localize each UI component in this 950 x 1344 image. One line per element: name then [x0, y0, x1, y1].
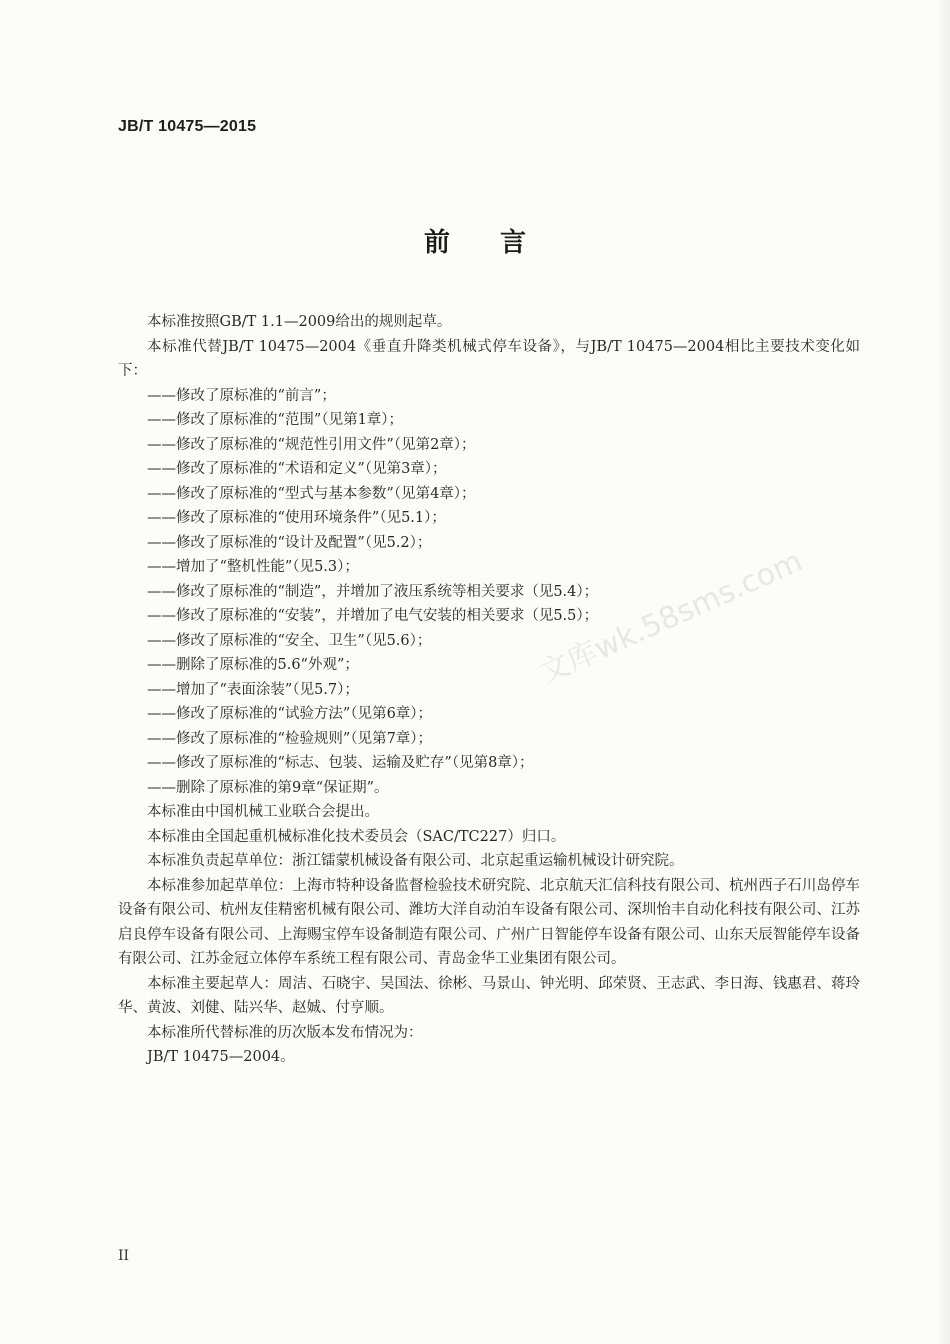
- paragraph-proposer: 本标准由中国机械工业联合会提出。: [147, 804, 379, 820]
- watermark: 文库wk.58sms.com: [534, 543, 808, 692]
- paragraph-participating-drafters: 本标准参加起草单位：上海市特种设备监督检验技术研究院、北京航天汇信科技有限公司、杭州西子石川岛停车设备有限公司、杭州友佳精密机械有限公司、潍坊大洋自动泊车设备有限公司、深圳怡丰自动化科技有限公司、江苏启良停车设备有限公司、上海赐宝停车设备制造有限公司、广州广日智能停车设备有限公司、山东天辰智能停车设备有限公司、江苏金冠立体停车系统工程有限公司、青岛金华工业集团有限公司。: [118, 877, 860, 967]
- change-item: ——修改了原标准的“规范性引用文件”（见第2章）；: [147, 436, 476, 453]
- change-item: ——修改了原标准的“使用环境条件”（见5.1）；: [147, 510, 446, 526]
- paragraph-responsible-drafter: 本标准负责起草单位：浙江镭蒙机械设备有限公司、北京起重运输机械设计研究院。: [147, 853, 684, 869]
- change-item: ——修改了原标准的“制造”，并增加了液压系统等相关要求（见5.4）；: [147, 583, 599, 600]
- change-item: ——修改了原标准的“范围”（见第1章）；: [147, 412, 404, 428]
- paragraph-committee: 本标准由全国起重机械标准化技术委员会（SAC/TC227）归口。: [147, 828, 566, 845]
- change-item: ——修改了原标准的“术语和定义”（见第3章）；: [147, 461, 447, 477]
- change-item: ——修改了原标准的“试验方法”（见第6章）；: [147, 706, 433, 722]
- change-item: ——增加了“整机性能”（见5.3）；: [147, 559, 359, 575]
- change-item: ——修改了原标准的“安全、卫生”（见5.6）；: [147, 632, 432, 649]
- changes-list: [118, 384, 860, 801]
- paragraph-drafting-rules: 本标准按照GB/T 1.1—2009给出的规则起草。: [147, 314, 452, 330]
- change-item: ——修改了原标准的“型式与基本参数”（见第4章）；: [147, 485, 476, 502]
- paragraph-history-intro: 本标准所代替标准的历次版本发布情况为：: [147, 1024, 423, 1041]
- change-item: ——修改了原标准的“设计及配置”（见5.2）；: [147, 534, 432, 551]
- change-item: ——修改了原标准的“标志、包装、运输及贮存”（见第8章）；: [147, 755, 534, 771]
- foreword-body: [118, 310, 860, 1070]
- change-item: ——修改了原标准的“安装”，并增加了电气安装的相关要求（见5.5）；: [147, 608, 599, 624]
- change-item: ——修改了原标准的“检验规则”（见第7章）；: [147, 730, 433, 747]
- paragraph-history-version: JB/T 10475—2004。: [147, 1049, 295, 1065]
- change-item: ——删除了原标准的5.6“外观”；: [147, 657, 359, 673]
- page-number: II: [118, 1248, 130, 1264]
- paragraph-replacement: 本标准代替JB/T 10475—2004《垂直升降类机械式停车设备》，与JB/T 10475—2004相比主要技术变化如下：: [118, 338, 860, 379]
- scan-edge-shadow: [936, 0, 950, 1344]
- paragraph-main-drafters: 本标准主要起草人：周洁、石晓宇、吴国法、徐彬、马景山、钟光明、邱荣贤、王志武、李日海、钱惠君、蒋玲华、黄波、刘健、陆兴华、赵娍、付亨顺。: [118, 975, 860, 1016]
- standard-code: JB/T 10475—2015: [118, 118, 257, 135]
- change-item: ——删除了原标准的第9章“保证期”。: [147, 779, 389, 796]
- change-item: ——修改了原标准的“前言”；: [147, 387, 336, 404]
- change-item: ——增加了“表面涂装”（见5.7）；: [147, 681, 359, 698]
- page-title: 前言: [423, 228, 576, 258]
